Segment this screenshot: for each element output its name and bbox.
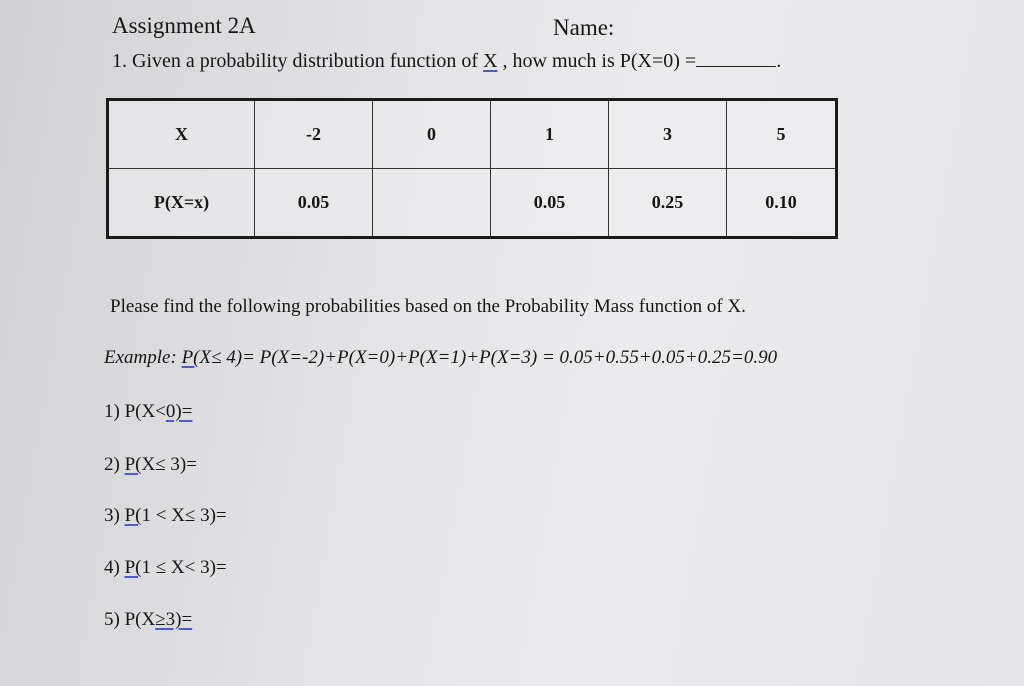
problem-text: 1) P(X< (104, 401, 166, 422)
x-value-cell: 3 (609, 100, 727, 169)
problem-text-rest: 1 < X≤ 3)= (141, 505, 227, 526)
row-label-probability: P(X=x) (108, 169, 255, 238)
assignment-title: Assignment 2A (112, 13, 256, 38)
problem-underlined: P( (124, 557, 142, 578)
probability-cell: 0.05 (491, 169, 609, 238)
pmf-table (106, 98, 838, 239)
problem-text-rest: X≤ 3)= (141, 454, 197, 475)
problem-text: 4) (104, 557, 125, 578)
answer-blank (696, 52, 776, 67)
problem-underlined: P( (124, 505, 142, 526)
problem-4 (104, 557, 227, 579)
problem-underlined: 0)= (165, 401, 193, 422)
table-row-x (108, 100, 837, 169)
problem-text: 5) P(X (104, 609, 156, 630)
name-label: Name: (553, 15, 615, 40)
problem-5 (104, 609, 192, 631)
example-equation: X≤ 4)= P(X=-2)+P(X=0)+P(X=1)+P(X=3) = 0.05+0.55+0.05+0.25=0.90 (199, 347, 778, 368)
x-value-cell: 0 (373, 100, 491, 169)
row-label-x: X (108, 100, 255, 169)
probability-cell-blank (373, 169, 491, 238)
example-label: Example: (104, 347, 182, 368)
x-value-cell: -2 (255, 100, 373, 169)
problem-underlined: P( (124, 454, 142, 475)
question-1-end: . (776, 50, 782, 72)
problem-2 (104, 454, 197, 476)
question-1-variable: X (483, 50, 498, 72)
x-value-cell: 5 (727, 100, 837, 169)
probability-cell: 0.25 (609, 169, 727, 238)
probability-cell: 0.10 (727, 169, 837, 238)
question-1-suffix: , how much is P(X=0) = (497, 50, 697, 72)
question-1 (112, 50, 781, 73)
example-line (104, 347, 777, 369)
problem-3 (104, 505, 227, 527)
instructions-text: Please find the following probabilities based on the Probability Mass function of X. (110, 296, 746, 317)
x-value-cell: 1 (491, 100, 609, 169)
problem-text: 2) (104, 454, 125, 475)
probability-cell: 0.05 (255, 169, 373, 238)
question-1-prefix: 1. Given a probability distribution function of (112, 50, 484, 72)
problem-1 (104, 401, 192, 423)
table-row-probability (108, 169, 837, 238)
problem-underlined: ≥3)= (155, 609, 193, 630)
problem-text-rest: 1 ≤ X< 3)= (141, 557, 227, 578)
problem-text: 3) (104, 505, 125, 526)
example-lhs-underlined: P( (181, 347, 200, 368)
